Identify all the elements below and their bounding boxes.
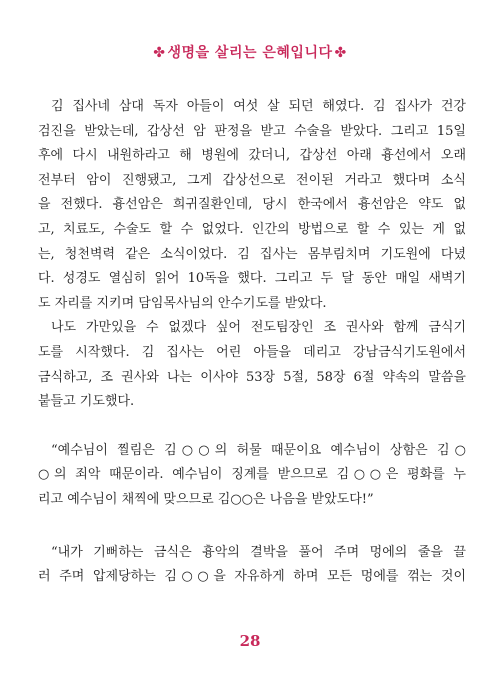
text-line: ○의 죄악 때문이라. 예수님이 징계를 받으므로 김○○은 평화를 누	[38, 467, 466, 483]
text-line: 금식하고, 조 권사와 나는 이사야 53장 5절, 58장 6절 약속의 말씀을	[38, 369, 466, 385]
chapter-title	[0, 42, 500, 62]
text-line: 는, 청천벽력 같은 소식이었다. 김 집사는 몸부림치며 기도원에 다녔	[38, 246, 466, 262]
text-line: 리고 예수님이 채찍에 맞으므로 김○○은 나음을 받았도다!”	[38, 491, 374, 507]
scripture-quote	[38, 439, 466, 513]
flower-ornament-icon: ✤	[153, 45, 166, 61]
text-line: 도를 시작했다. 김 집사는 어린 아들을 데리고 강남금식기도원에서	[38, 344, 466, 360]
text-line: 도 자리를 지키며 담임목사님의 안수기도를 받았다.	[38, 295, 327, 311]
scripture-quote	[38, 541, 466, 590]
text-line: 을 전했다. 흉선암은 희귀질환인데, 당시 한국에서 흉선암은 약도 없	[38, 197, 466, 213]
text-line: 전부터 암이 진행됐고, 그게 갑상선으로 전이된 거라고 했다며 소식	[38, 172, 466, 188]
spacer	[38, 513, 466, 541]
text-line: 붙들고 기도했다.	[38, 394, 135, 410]
paragraph	[38, 316, 466, 414]
text-line: 다. 성경도 열심히 읽어 10독을 했다. 그리고 두 달 동안 매일 새벽기	[38, 271, 466, 287]
body-text	[38, 95, 466, 590]
text-line: 검진을 받았는데, 갑상선 암 판정을 받고 수술을 받았다. 그리고 15일	[38, 123, 466, 139]
text-line: 김 집사네 삼대 독자 아들이 여섯 살 되던 해였다. 김 집사가 건강	[51, 99, 466, 114]
page-number: 28	[239, 632, 261, 650]
flower-ornament-icon: ✤	[334, 45, 347, 61]
text-line: “예수님이 찔림은 김○○의 허물 때문이요 예수님이 상함은 김○	[51, 442, 466, 458]
paragraph	[38, 95, 466, 316]
text-line: 고, 치료도, 수술도 할 수 없었다. 인간의 방법으로 할 수 있는 게 없	[38, 221, 466, 237]
spacer	[38, 415, 466, 439]
chapter-title-text: 생명을 살리는 은혜입니다	[167, 45, 333, 61]
text-line: “내가 기뻐하는 금식은 흉악의 결박을 풀어 주며 멍에의 줄을 끌	[51, 544, 466, 560]
text-line: 러 주며 압제당하는 김○○을 자유하게 하며 모든 멍에를 꺾는 것이	[38, 569, 466, 585]
text-line: 후에 다시 내원하라고 해 병원에 갔더니, 갑상선 아래 흉선에서 오래	[38, 148, 466, 164]
text-line: 나도 가만있을 수 없겠다 싶어 전도팀장인 조 권사와 함께 금식기	[51, 320, 466, 336]
